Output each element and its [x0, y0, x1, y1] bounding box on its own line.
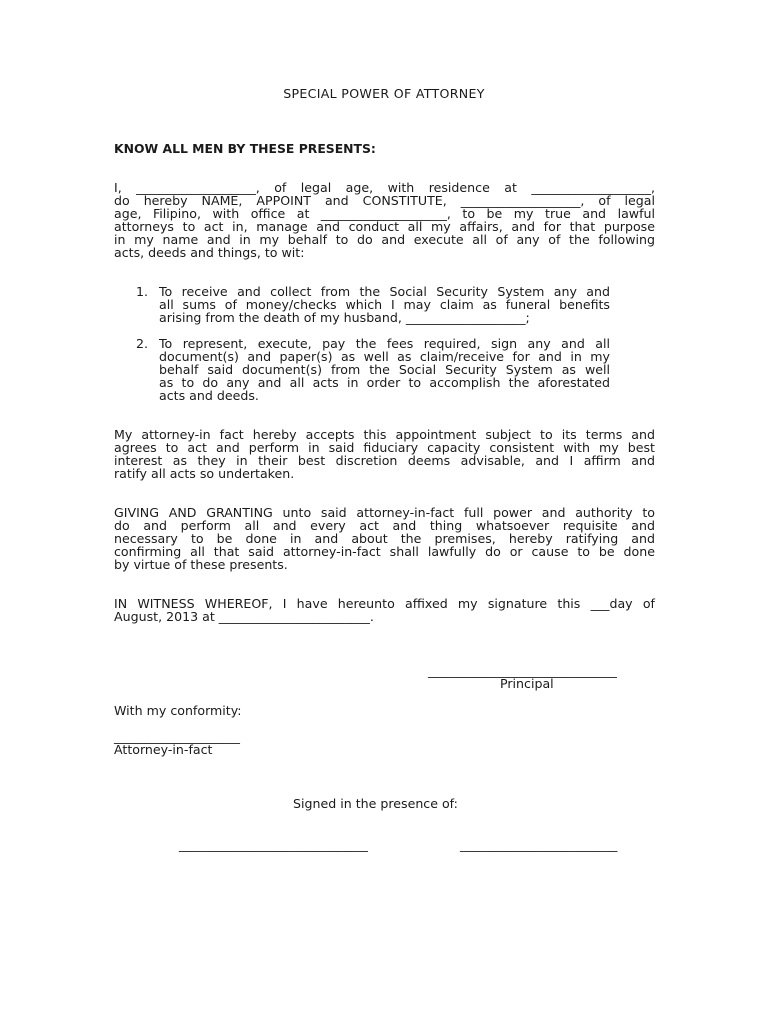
- acceptance-line: ratify all acts so undertaken.: [114, 466, 295, 481]
- granting-line: necessary to be done in and about the premises, hereby ratifying and: [114, 531, 655, 546]
- list-item-line: To receive and collect from the Social Security System any and: [159, 284, 610, 299]
- list-item-text: [159, 285, 610, 324]
- witness-line: IN WITNESS WHEREOF, I have hereunto affixed my signature this ___day of: [114, 596, 655, 611]
- granting-line: confirming all that said attorney-in-fact shall lawfully do or cause to be done: [114, 544, 655, 559]
- witness-signature-line: _________________________: [460, 837, 618, 852]
- list-item-line: behalf said document(s) from the Social Security System as well: [159, 362, 610, 377]
- witness-paragraph: [114, 597, 655, 623]
- granting-line: GIVING AND GRANTING unto said attorney-in-fact full power and authority to: [114, 505, 655, 520]
- acceptance-line: interest as they in their best discretion deems advisable, and I affirm and: [114, 453, 655, 468]
- witness-signature-line: ______________________________: [179, 837, 368, 852]
- list-item-line: document(s) and paper(s) as well as claim/receive for and in my: [159, 349, 610, 364]
- intro-line: I, ___________________, of legal age, with residence at ___________________,: [114, 180, 655, 195]
- principal-label: Principal: [500, 676, 554, 691]
- granting-line: by virtue of these presents.: [114, 557, 288, 572]
- acceptance-line: My attorney-in fact hereby accepts this appointment subject to its terms and: [114, 427, 655, 442]
- list-item-line: To represent, execute, pay the fees required, sign any and all: [159, 336, 610, 351]
- attorney-label: Attorney-in-fact: [114, 742, 213, 757]
- attorney-signature-line: ____________________: [114, 729, 240, 744]
- list-item-line: acts and deeds.: [159, 388, 259, 403]
- intro-line: do hereby NAME, APPOINT and CONSTITUTE, ___________________, of legal: [114, 193, 655, 208]
- list-item-number: 1.: [136, 284, 149, 299]
- opening-heading: KNOW ALL MEN BY THESE PRESENTS:: [114, 141, 376, 156]
- list-item-line: as to do any and all acts in order to accomplish the aforestated: [159, 375, 610, 390]
- conformity-label: With my conformity:: [114, 703, 242, 718]
- principal-signature-line: ______________________________: [428, 663, 617, 678]
- intro-line: acts, deeds and things, to wit:: [114, 245, 305, 260]
- intro-line: attorneys to act in, manage and conduct all my affairs, and for that purpose: [114, 219, 655, 234]
- list-item-number: 2.: [136, 336, 149, 351]
- list-item-line: arising from the death of my husband, ___________________;: [159, 310, 530, 325]
- granting-line: do and perform all and every act and thing whatsoever requisite and: [114, 518, 655, 533]
- acceptance-line: agrees to act and perform in said fiduciary capacity consistent with my best: [114, 440, 655, 455]
- list-item-text: [159, 337, 610, 402]
- intro-paragraph: [114, 181, 655, 259]
- witness-line: August, 2013 at ________________________.: [114, 609, 374, 624]
- signed-presence-label: Signed in the presence of:: [293, 796, 458, 811]
- document-title: SPECIAL POWER OF ATTORNEY: [283, 86, 485, 101]
- intro-line: in my name and in my behalf to do and execute all of any of the following: [114, 232, 655, 247]
- list-item-line: all sums of money/checks which I may claim as funeral benefits: [159, 297, 610, 312]
- granting-paragraph: [114, 506, 655, 571]
- intro-line: age, Filipino, with office at ____________________, to be my true and lawful: [114, 206, 655, 221]
- acceptance-paragraph: [114, 428, 655, 480]
